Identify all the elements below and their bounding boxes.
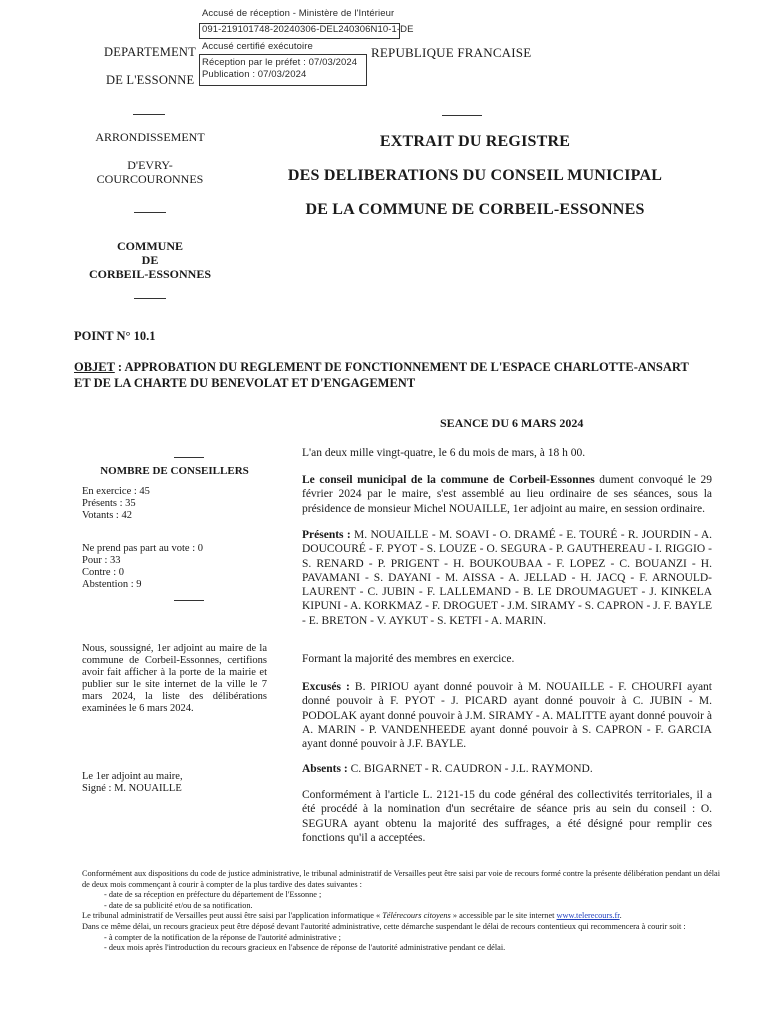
document-title-line-2: DES DELIBERATIONS DU CONSEIL MUNICIPAL (287, 167, 663, 184)
republique-francaise: REPUBLIQUE FRANCAISE (371, 45, 532, 60)
absents-paragraph (302, 762, 712, 776)
absents-list: C. BIGARNET - R. CAUDRON - J.L. RAYMOND. (347, 763, 593, 775)
arrondissement-name-1: D'EVRY- (127, 158, 173, 172)
presents-label: Présents : (302, 529, 351, 541)
stamp-publication: Publication : 07/03/2024 (202, 69, 307, 80)
absents-label: Absents : (302, 763, 348, 775)
footer-text: . (619, 911, 622, 921)
footer-bullet: - date de sa publicité et/ou de sa notification. (104, 900, 253, 910)
stamp-certified: Accusé certifié exécutoire (202, 41, 313, 52)
ne-prend-pas-part: Ne prend pas part au vote : 0 (82, 543, 204, 554)
arrondissement: ARRONDISSEMENT (95, 130, 205, 144)
signature-name: Signé : M. NOUAILLE (82, 783, 182, 794)
excuses-list: B. PIRIOU ayant donné pouvoir à M. NOUAILLE - F. CHOURFI ayant donné pouvoir à F. PYOT - J. PICARD ayant donné pouvoir à C. JUBIN - M. PODOLAK ayant donné pouvoir à J.M. SIRAMY - A. MALITTE ayant donné pouvoir à A. MARIN - P. VANDENHEEDE ayant donné pouvoir à S. CAPRON - F. GARCIA ayant donné pouvoir à J.F. BAYLE. (302, 681, 712, 751)
seance-date: SEANCE DU 6 MARS 2024 (440, 416, 584, 430)
signature-title: Le 1er adjoint au maire, (82, 771, 183, 782)
stamp-reception: Réception par le préfet : 07/03/2024 (202, 57, 358, 68)
vote-results (82, 543, 267, 591)
conseillers-counts (82, 486, 267, 522)
objet-label: OBJET (74, 360, 115, 374)
point-number: POINT N° 10.1 (74, 329, 156, 343)
footer-text: Le tribunal administratif de Versailles peut aussi être saisi par l'application informatique « (82, 911, 383, 921)
stamp-reference: 091-219101748-20240306-DEL240306N10-1-DE (202, 24, 414, 35)
presents-count: Présents : 35 (82, 498, 136, 509)
footer-italic: Télérecours citoyens (382, 911, 451, 921)
document-title-line-3: DE LA COMMUNE DE CORBEIL-ESSONNES (305, 201, 645, 218)
presents-paragraph (302, 528, 712, 628)
certification-text: Nous, soussigné, 1er adjoint au maire de la commune de Corbeil-Essonnes, certifions avoir fait afficher à la porte de la mairie et publier sur le site internet de la ville le 7 mars 2024, la liste des délibérations examinées le 6 mars 2024. (82, 643, 267, 714)
secretaire-paragraph: Conformément à l'article L. 2121-15 du code général des collectivités territoriales, il a été procédé à la nomination d'un secrétaire de séance pris au sein du conseil : O. SEGURA ayant obtenu la majorité des suffrages, a été désigné pour remplir ces fonctions qu'il a acceptées. (302, 789, 712, 844)
separator (134, 298, 166, 299)
conseil-bold: Le conseil municipal de la commune de Corbeil-Essonnes (302, 474, 595, 486)
majorite-paragraph: Formant la majorité des membres en exercice. (302, 653, 515, 665)
objet (74, 359, 704, 391)
objet-text: : APPROBATION DU REGLEMENT DE FONCTIONNEMENT DE L'ESPACE CHARLOTTE-ANSART ET DE LA CHARTE DU BENEVOLAT ET D'ENGAGEMENT (74, 360, 689, 390)
excuses-label: Excusés : (302, 681, 350, 693)
stamp-title: Accusé de réception - Ministère de l'Intérieur (202, 8, 395, 19)
separator (134, 212, 166, 213)
commune-line-2: DE (141, 253, 159, 267)
vote-contre: Contre : 0 (82, 567, 124, 578)
vote-pour: Pour : 33 (82, 555, 121, 566)
commune-line-1: COMMUNE (117, 239, 183, 253)
separator (174, 457, 204, 458)
footer-line: Dans ce même délai, un recours gracieux peut être déposé devant l'autorité administrative, cette démarche suspendant le délai de recours contentieux qui recommencera à courir soit : (82, 921, 686, 931)
departement-line-1: DEPARTEMENT (104, 45, 196, 59)
conseil-text: dument convoqué le 29 février 2024 par le maire, s'est assemblé au lieu ordinaire de ses séances, sous la présidence de monsieur Michel NOUAILLE, 1er adjoint au maire, en session ordinaire. (302, 474, 712, 515)
arrondissement-name-2: COURCOURONNES (96, 172, 204, 186)
document-title-line-1: EXTRAIT DU REGISTRE (379, 133, 571, 150)
votants-count: Votants : 42 (82, 510, 132, 521)
presents-list: M. NOUAILLE - M. SOAVI - O. DRAMÉ - E. TOURÉ - R. JOURDIN - A. DOUCOURÉ - F. PYOT - S. LOUZE - O. SEGURA - P. GAUTHEREAU - I. RIGGIO - S. RENARD - P. PRIGENT - H. BOUKOUBAA - F. LOPEZ - C. BOUANZI - H. PAVAMANI - S. DAYANI - M. AISSA - A. JELLAD - H. JACQ - F. ARNOULD-LAURENT - C. JUBIN - F. LALLEMAND - B. LE DROUMAGUET - J. KINKELA KIPUNI - A. KORKMAZ - F. DROGUET - J.M. SIRAMY - S. CAPRON - J. F. BAYLE - E. BRETON - V. AYKUT - S. KETFI - A. MARIN. (302, 529, 712, 627)
en-exercice: En exercice : 45 (82, 486, 150, 497)
departement-line-2: DE L'ESSONNE (106, 73, 195, 87)
commune-line-3: CORBEIL-ESSONNES (88, 267, 212, 281)
separator (442, 115, 482, 116)
nombre-conseillers-title: NOMBRE DE CONSEILLERS (100, 465, 249, 477)
telerecours-link[interactable]: www.telerecours.fr (556, 911, 620, 921)
footer-line (82, 911, 722, 922)
signature-block (82, 771, 267, 795)
footer-bullet: - à compter de la notification de la réponse de l'autorité administrative ; (104, 932, 341, 942)
vote-abstention: Abstention : 9 (82, 579, 142, 590)
separator (133, 114, 165, 115)
separator (174, 600, 204, 601)
legal-footer (82, 869, 722, 954)
excuses-paragraph (302, 680, 712, 751)
conseil-paragraph (302, 473, 712, 516)
footer-text: » accessible par le site internet (450, 911, 557, 921)
footer-line: Conformément aux dispositions du code de justice administrative, le tribunal administratif de Versailles peut être saisi par voie de recours formé contre la présente délibération pendant un délai de deux mois commençant à courir à compter de la plus tardive des dates suivantes : (82, 869, 721, 889)
intro-paragraph: L'an deux mille vingt-quatre, le 6 du mois de mars, à 18 h 00. (302, 447, 586, 459)
footer-bullet: - date de sa réception en préfecture du département de l'Essonne ; (104, 890, 322, 900)
footer-bullet: - deux mois après l'introduction du recours gracieux en l'absence de réponse de l'autorité administrative pendant ce délai. (104, 943, 506, 953)
